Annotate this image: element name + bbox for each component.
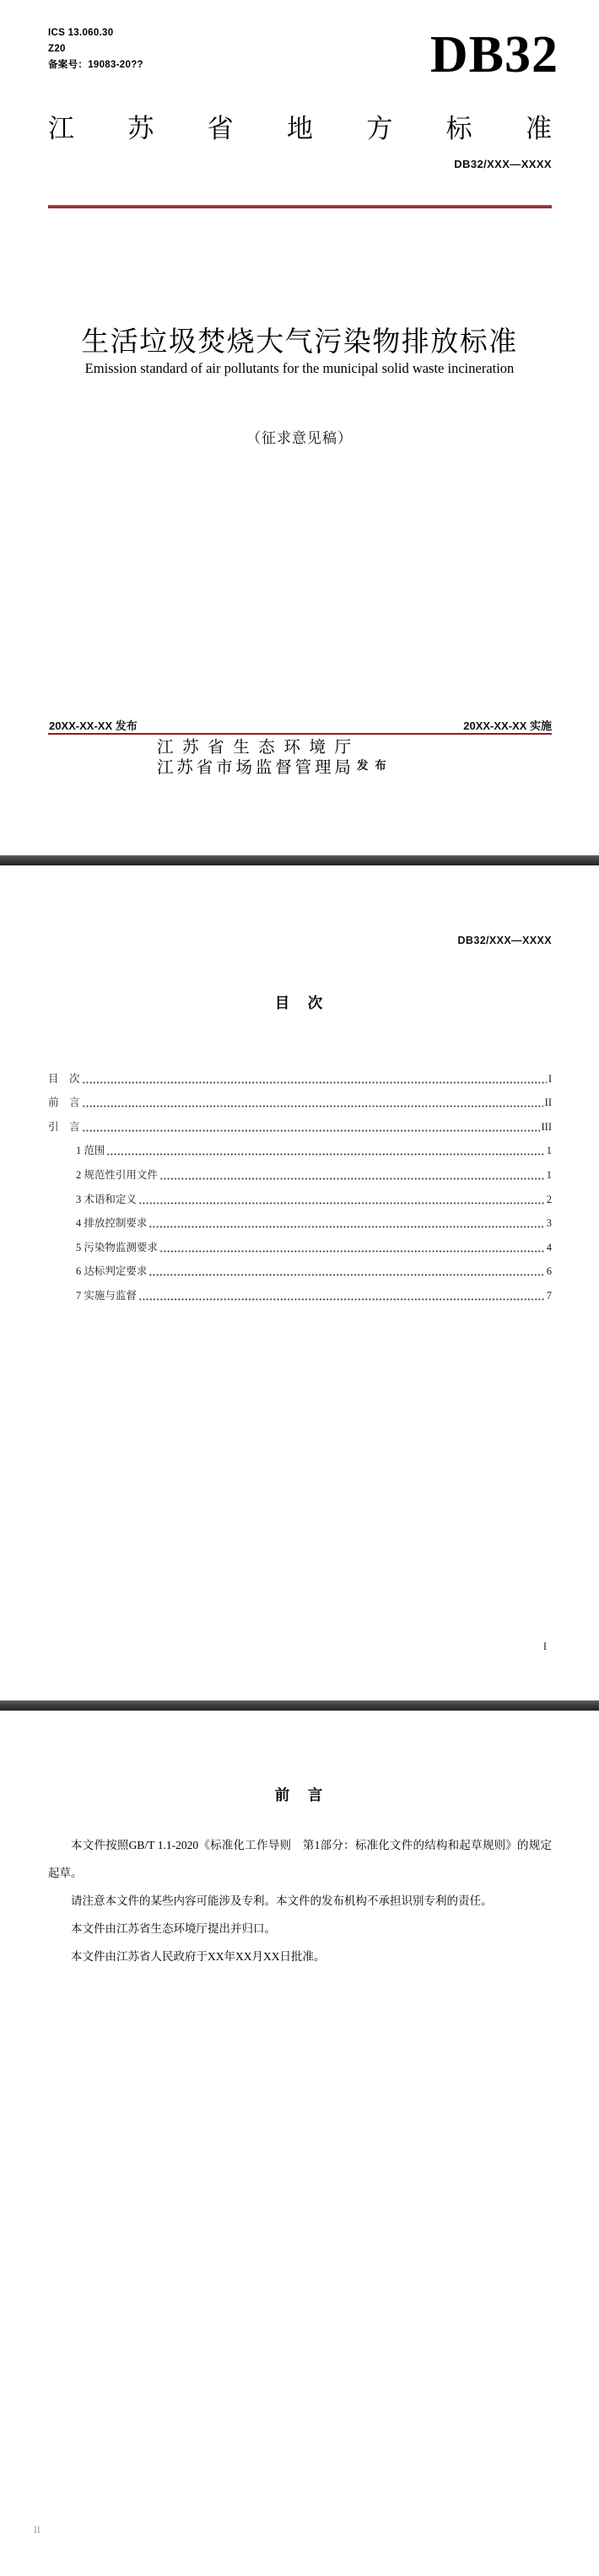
publish-label: 发 布 bbox=[357, 759, 388, 772]
toc-entry-page: 2 bbox=[546, 1193, 552, 1205]
standard-number: DB32/XXX—XXXX bbox=[454, 158, 552, 170]
toc-entry-page: 4 bbox=[546, 1241, 552, 1253]
toc-entry-label: 前 言 bbox=[48, 1097, 80, 1109]
page-separator bbox=[0, 855, 599, 865]
dot-leader bbox=[83, 1081, 547, 1084]
toc-entry-label: 4 排放控制要求 bbox=[76, 1217, 148, 1230]
issue-date: 20XX-XX-XX 发布 bbox=[49, 719, 138, 732]
class-code: Z20 bbox=[48, 44, 66, 54]
document-title-cn: 生活垃圾焚烧大气污染物排放标准 bbox=[81, 326, 518, 357]
toc-entry-label: 引 言 bbox=[48, 1120, 80, 1133]
red-rule-bottom bbox=[48, 733, 552, 735]
toc-entry[interactable] bbox=[48, 1157, 552, 1182]
toc-entry[interactable] bbox=[48, 1254, 552, 1279]
toc-entry-page: 1 bbox=[546, 1168, 552, 1181]
toc-entry[interactable] bbox=[48, 1206, 552, 1231]
heading-char: 督 bbox=[275, 757, 292, 777]
heading-char: 场 bbox=[235, 757, 253, 777]
foreword-page bbox=[0, 1711, 599, 2576]
toc-entry-page: I bbox=[548, 1072, 552, 1085]
toc-entry-page: III bbox=[541, 1120, 552, 1133]
heading-char: 省 bbox=[207, 114, 234, 143]
toc-entry[interactable] bbox=[48, 1230, 552, 1254]
dot-leader bbox=[149, 1226, 544, 1228]
toc-entry[interactable] bbox=[48, 1086, 552, 1110]
toc-entry-page: II bbox=[544, 1097, 552, 1109]
dot-leader bbox=[160, 1178, 545, 1180]
agency-market-regulation bbox=[157, 758, 351, 779]
page-header-standard-number: DB32/XXX—XXXX bbox=[457, 935, 552, 946]
heading-char: 厅 bbox=[334, 738, 351, 757]
red-rule-top bbox=[48, 205, 552, 208]
toc-entry-label: 7 实施与监督 bbox=[76, 1289, 137, 1301]
heading-char: 苏 bbox=[182, 738, 199, 757]
foreword-paragraph: 本文件由江苏省人民政府于XX年XX月XX日批准。 bbox=[71, 1950, 326, 1963]
heading-char: 态 bbox=[258, 738, 275, 757]
dot-leader bbox=[139, 1202, 545, 1204]
toc-entry[interactable] bbox=[48, 1134, 552, 1158]
toc-entry-page: 7 bbox=[546, 1289, 552, 1301]
standard-type-heading bbox=[48, 107, 552, 145]
dot-leader bbox=[107, 1153, 544, 1156]
toc-title: 目 次 bbox=[274, 994, 325, 1011]
heading-char: 标 bbox=[445, 114, 472, 143]
foreword-title: 前 言 bbox=[274, 1786, 325, 1803]
toc-entry[interactable] bbox=[48, 1278, 552, 1302]
toc-entry-label: 目 次 bbox=[48, 1072, 80, 1085]
heading-char: 苏 bbox=[176, 757, 193, 777]
toc-entry[interactable] bbox=[48, 1182, 552, 1206]
document-title-en: Emission standard of air pollutants for the municipal solid waste incineration bbox=[84, 360, 515, 376]
draft-status-note: （征求意见稿） bbox=[246, 430, 353, 446]
dot-leader bbox=[83, 1129, 540, 1132]
heading-char: 江 bbox=[157, 757, 174, 777]
implement-date: 20XX-XX-XX 实施 bbox=[463, 719, 552, 732]
issuing-agencies bbox=[157, 738, 388, 778]
foreword-paragraph: 请注意本文件的某些内容可能涉及专利。本文件的发布机构不承担识别专利的责任。 bbox=[71, 1894, 493, 1907]
foreword-paragraph: 本文件按照GB/T 1.1-2020《标准化工作导则 第1部分：标准化文件的结构和起草规则》的规定起草。 bbox=[48, 1839, 552, 1879]
toc-entry-page: 3 bbox=[546, 1217, 552, 1230]
toc-entry-label: 2 规范性引用文件 bbox=[76, 1168, 158, 1181]
db32-logo: DB32 bbox=[429, 26, 559, 84]
toc-entry-label: 3 术语和定义 bbox=[76, 1193, 137, 1205]
heading-char: 省 bbox=[208, 738, 224, 757]
foreword-body bbox=[48, 1831, 552, 1970]
toc-entry-label: 6 达标判定要求 bbox=[76, 1265, 148, 1278]
heading-char: 生 bbox=[233, 738, 250, 757]
toc-entry-page: 1 bbox=[546, 1145, 552, 1157]
heading-char: 市 bbox=[216, 757, 233, 777]
heading-char: 局 bbox=[334, 757, 351, 777]
heading-char: 环 bbox=[283, 738, 300, 757]
toc-entry[interactable] bbox=[48, 1109, 552, 1134]
toc-page bbox=[0, 865, 599, 1700]
page-separator bbox=[0, 1700, 599, 1711]
ics-code: ICS 13.060.30 bbox=[48, 28, 114, 38]
toc-entry[interactable] bbox=[48, 1061, 552, 1086]
toc-entry-page: 6 bbox=[546, 1265, 552, 1278]
heading-char: 境 bbox=[309, 738, 326, 757]
dot-leader bbox=[139, 1298, 545, 1301]
heading-char: 江 bbox=[48, 114, 74, 143]
toc-entry-label: 5 污染物监测要求 bbox=[76, 1241, 158, 1253]
heading-char: 管 bbox=[294, 757, 312, 777]
heading-char: 方 bbox=[366, 114, 393, 143]
toc-list bbox=[48, 1061, 552, 1302]
page-number: II bbox=[34, 2525, 40, 2536]
agency-environment-dept bbox=[157, 738, 351, 758]
heading-char: 理 bbox=[315, 757, 332, 777]
heading-char: 江 bbox=[157, 738, 174, 757]
heading-char: 苏 bbox=[127, 114, 154, 143]
heading-char: 地 bbox=[286, 114, 313, 143]
foreword-paragraph: 本文件由江苏省生态环境厅提出并归口。 bbox=[71, 1922, 276, 1935]
record-number: 备案号：19083-20?? bbox=[48, 60, 143, 70]
heading-char: 监 bbox=[255, 757, 273, 777]
heading-char: 准 bbox=[525, 114, 552, 143]
dot-leader bbox=[160, 1250, 545, 1253]
page-number: I bbox=[542, 1641, 547, 1652]
ics-block bbox=[48, 25, 143, 73]
heading-char: 省 bbox=[196, 757, 213, 777]
dot-leader bbox=[149, 1274, 544, 1276]
dot-leader bbox=[83, 1105, 543, 1107]
cover-page bbox=[0, 0, 599, 855]
toc-entry-label: 1 范围 bbox=[76, 1145, 105, 1157]
